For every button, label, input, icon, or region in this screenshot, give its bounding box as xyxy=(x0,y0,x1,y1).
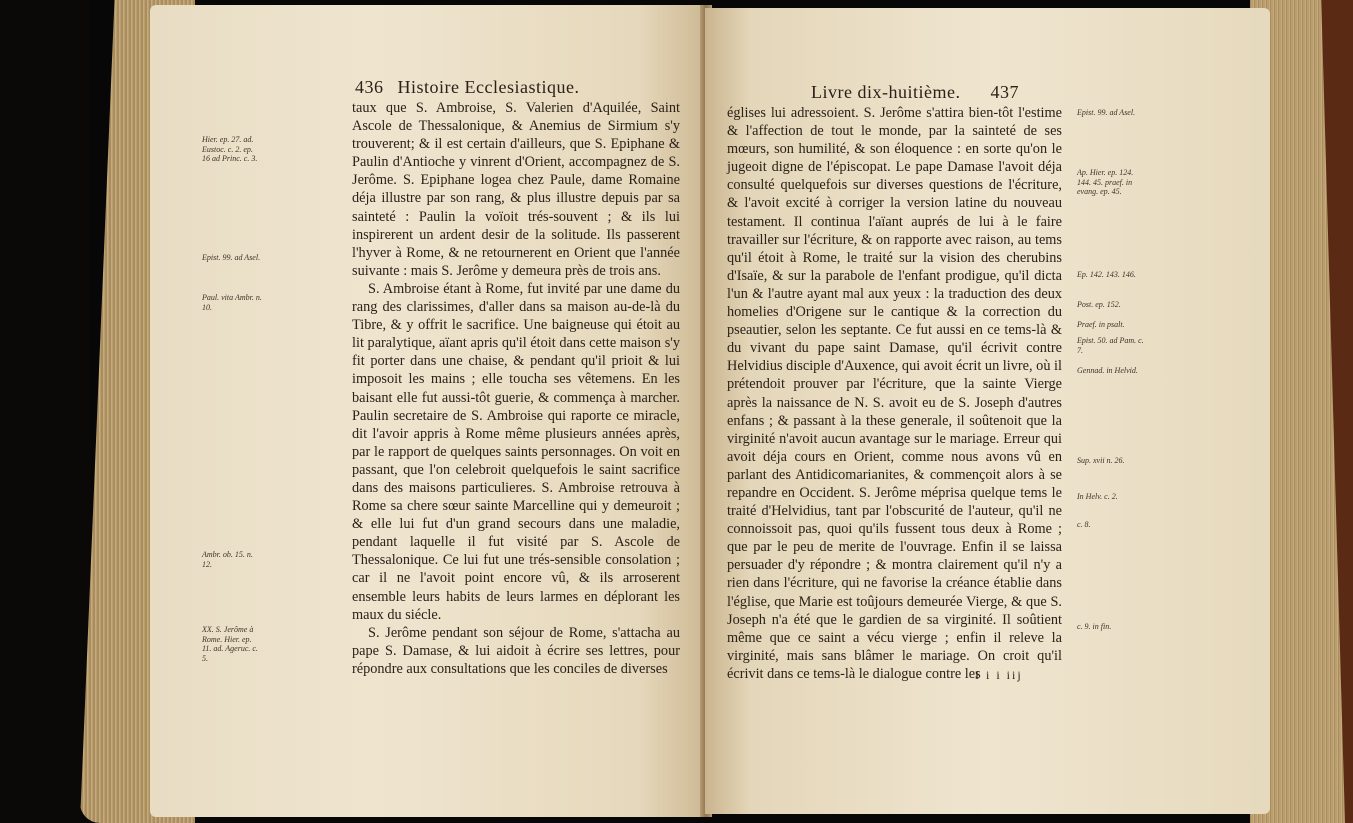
right-page xyxy=(705,8,1270,814)
left-running-title: Histoire Ecclesiastique. xyxy=(397,77,580,97)
left-running-head xyxy=(355,77,579,98)
margin-note: Paul. vita Ambr. n. 10. xyxy=(202,293,262,312)
signature-mark: I i i iij xyxy=(975,668,1023,682)
paragraph: taux que S. Ambroise, S. Valerien d'Aquilée, Saint Ascole de Thessalonique, & Anemius de Sirmium s'y trouverent; & il est certain d'ailleurs, que S. Epiphane & Paulin d'Antioche y vinrent d'Orient, accompagnez de S. Jerôme. S. Epiphane logea chez Paule, dame Romaine déja illustre par son rang, & plus illustre depuis par sa sainteté : Paulin la voïoit trés-souvent ; & ils lui inspirerent un ardent desir de la solitude. Ils passerent l'hyver à Rome, & ne retournerent en Orient que l'année suivante : mais S. Jerôme y demeura près de trois ans. xyxy=(352,100,680,279)
margin-note: Ep. 142. 143. 146. xyxy=(1077,270,1136,279)
right-running-title: Livre dix-huitième. xyxy=(811,82,961,102)
margin-note: Ambr. ob. 15. n. 12. xyxy=(202,550,253,569)
margin-note: Praef. in psalt. xyxy=(1077,320,1125,329)
margin-note: Sup. xvii n. 26. xyxy=(1077,456,1125,465)
margin-note: Gennad. in Helvid. xyxy=(1077,366,1138,375)
left-page xyxy=(150,5,705,817)
right-running-head xyxy=(811,82,1033,103)
paragraph: églises lui adressoient. S. Jerôme s'attira bien-tôt l'estime & l'affection de tout le monde, par la sainteté de ses mœurs, son humilité, & son éloquence : en sorte qu'on le jugeoit digne de l'épiscopat. Le pape Damase l'avoit déja consulté quelquefois sur diverses questions de l'écriture, & l'avoit excité à corriger la version latine du nouveau testament. Il continua l'aïant auprés de lui à le faire travailler sur l'écriture, & on rapporte avec raison, au tems qu'il étoit à Rome, le traité sur la vision des cherubins d'Isaïe, & sur la parabole de l'enfant prodigue, qu'il dicta l'un & l'autre ayant mal aux yeux : la traduction des deux homelies d'Origene sur le cantique & la correction du pseautier, selon les septante. Ce fut aussi en ce tems-là & du vivant du pape saint Damase, qu'il écrivit contre Helvidius disciple d'Auxence, qui avoit écrit un livre, où il prétendoit prouver par l'écriture, que la sainte Vierge après la naissance de N. S. avoit eu de S. Joseph d'autres enfans ; & passant à la these generale, il soûtenoit que la virginité n'avoit aucun avantage sur le mariage. Erreur qui avoit déja cours en Orient, comme nous avons vû en parlant des Antidicomarianites, & commençoit alors à se repandre en Occident. S. Jerôme méprisa quelque tems le traité d'Helvidius, tant par l'obscurité de l'auteur, qu'il ne connoissoit pas, quoi qu'ils fussent tous deux à Rome ; que par le peu de merite de l'ouvrage. Enfin il se laissa persuader d'y répondre ; & montra clairement qu'il n'y a rien dans l'écriture, qui ne favorise la créance établie dans l'église, que Marie est toûjours demeurée Vierge, & que S. Joseph n'a été que le gardien de sa virginité. Il soûtient même que ce saint a vécu vierge ; enfin il releve la virginité, mais sans blâmer le mariage. On croit qu'il écrivit dans ce tems-là le dialogue contre les xyxy=(727,105,1062,682)
left-page-number: 436 xyxy=(355,77,384,97)
margin-note: Post. ep. 152. xyxy=(1077,300,1121,309)
margin-note: Epist. 99. ad Asel. xyxy=(1077,108,1136,117)
margin-note: c. 9. in fin. xyxy=(1077,622,1112,631)
margin-note: c. 8. xyxy=(1077,520,1091,529)
paragraph: S. Jerôme pendant son séjour de Rome, s'attacha au pape S. Damase, & lui aidoit à écrire ses lettres, pour répondre aux consultations que les conciles de diverses xyxy=(352,624,680,677)
right-body-text xyxy=(727,104,1062,683)
margin-note: XX. S. Jerôme à Rome. Hier. ep. 11. ad. Ageruc. c. 5. xyxy=(202,625,258,663)
right-page-number: 437 xyxy=(990,82,1019,102)
margin-note: Epist. 50. ad Pam. c. 7. xyxy=(1077,336,1144,355)
margin-note: Epist. 99. ad Asel. xyxy=(202,253,261,262)
margin-note: Hier. ep. 27. ad. Eustoc. c. 2. ep. 16 ad Princ. c. 3. xyxy=(202,135,258,163)
margin-note: Ap. Hier. ep. 124. 144. 45. praef. in evang. ep. 45. xyxy=(1077,168,1134,196)
margin-note: In Helv. c. 2. xyxy=(1077,492,1118,501)
left-body-text xyxy=(352,99,680,678)
paragraph: S. Ambroise étant à Rome, fut invité par une dame du rang des clarissimes, d'aller dans sa maison au-de-là du Tibre, & y offrit le sacrifice. Une baigneuse qui étoit au lit paralytique, aïant apris qu'il étoit dans cette maison s'y fit porter dans une chaise, & pendant qu'il prioit & lui imposoit les mains ; elle toucha ses vêtemens. En les baisant elle fut aussi-tôt guerie, & commença à marcher. Paulin secretaire de S. Ambroise qui raporte ce miracle, dit l'avoir appris à Rome même plusieurs années après, par le rapport de quelques saints personnages. On voit en passant, que l'on celebroit quelquefois le saint sacrifice dans des maisons particulieres. S. Ambroise retrouva à Rome sa chere sœur sainte Marcelline qui y demeuroit ; & elle lui fut d'un grand secours dans une maladie, pendant laquelle il fut visité par S. Ascole de Thessalonique. Ce lui fut une trés-sensible consolation ; car il ne l'avoit point encore vû, & ils arroserent ensemble leurs habits de leurs larmes en déplorant les maux du siécle. xyxy=(352,280,680,623)
book-cover-left xyxy=(0,0,90,823)
